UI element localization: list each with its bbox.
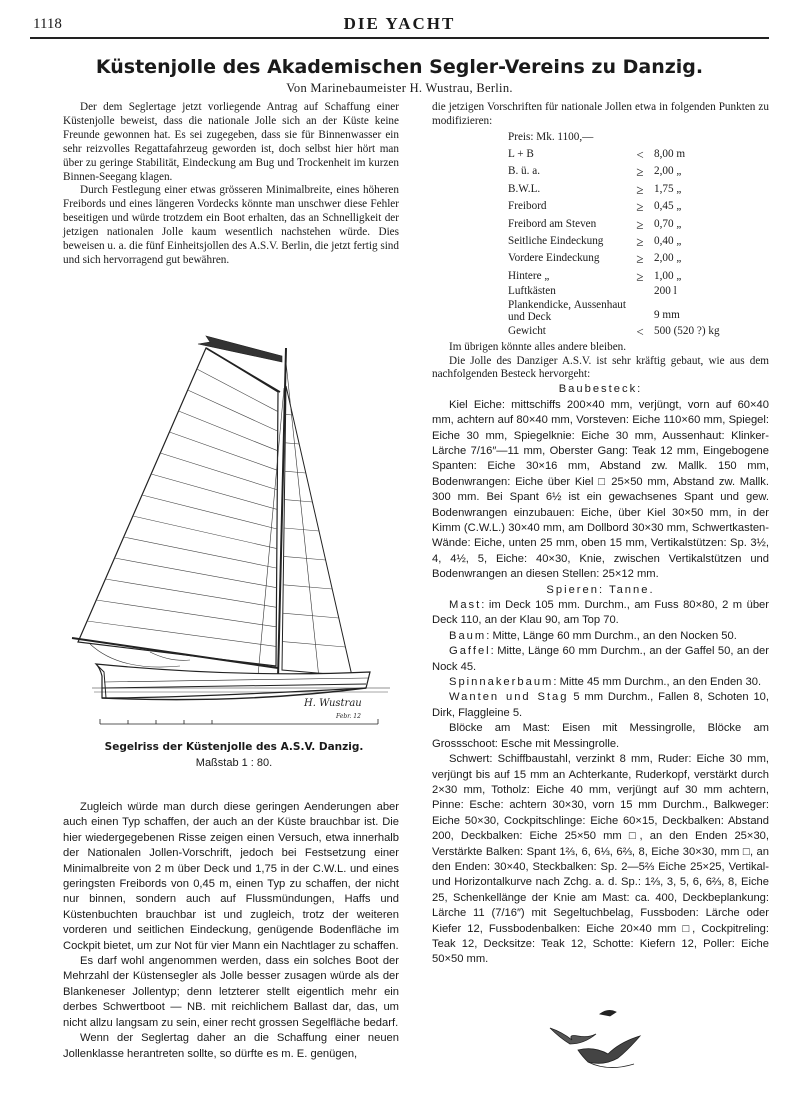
spieren-item: Wanten und Stag 5 mm Durchm., Fallen 8, Schoten 10, Dirk, Flaggleine 5. bbox=[432, 691, 769, 719]
bloecke-text: Blöcke am Mast: Eisen mit Messingrolle, Blöcke am Grossschoot: Esche mit Messingrolle. bbox=[432, 722, 769, 750]
paragraph: Wenn der Seglertag daher an die Schaffung einer neuen Jollenklasse herantreten sollte, so dürfte es m. E. genügen, bbox=[63, 1032, 399, 1060]
rule-row: Luftkästen 200 l bbox=[508, 285, 677, 298]
rule-row: Freibord am Steven ≥ 0,70 „ bbox=[508, 216, 682, 232]
jib-seams bbox=[282, 414, 345, 647]
figure-caption: Segelriss der Küstenjolle des A.S.V. Danzig. bbox=[104, 741, 364, 753]
baubesteck-text: Kiel Eiche: mittschiffs 200×40 mm, verjüngt, vorn auf 60×40 mm, achtern auf 80×40 mm, Vorsteven: Eiche 110×60 mm, Spiegel: Eiche 30 mm, Spiegelknie: Eiche 30 mm, Aussenhaut: Klinker-Lärche 7/16″—11 mm, Oberster Gang: Teak 12 mm, Eingebogene Spanten: Eiche 30×16 mm, Abstand zw. Mallk. 150 mm, Bodenwrangen: Eiche über Kiel □ 25×50 mm, Abstand zw. Mallk. 300 mm. Bei Spant 6½ ist ein gewachsenes Spant und gew. Bodenwrangen einzubauen: Eiche, über Kiel 30×50 mm, in der Kimm (C.W.L.) 30×40 mm, am Dollbord 30×30 mm, Schwertkasten-Wände: Eiche, unten 25 mm, oben 15 mm, Vertikalstützen: Sp. 3½, 4, 4½, 5, Eiche: 40×30, Knie, zwischen Vertikalstützen und Bodenwrangen an diesen Stellen: 25×12 mm. bbox=[432, 398, 769, 581]
rule-row: Hintere „ ≥ 1,00 „ bbox=[508, 268, 682, 284]
page-number: 1118 bbox=[33, 16, 62, 32]
schwert-text: Schwert: Schiffbaustahl, verzinkt 8 mm, Ruder: Eiche 30 mm, verjüngt bis auf 15 mm an Achterkante, Ruderkopf, verstärkt durch 2×30 mm, Totholz: Eiche 40 mm, verjüngt auf 30 mm achtern, Pinne: Esche: achtern 30×30, vorn 15 mm Durchm., Balkweger: Eiche 50×30, Cockpitschlinge: Eiche 60×15, Deckbalken: Abstand 200, Deckbalken: Eiche 25×50 mm □, an den Enden 25×30, Verstärkte Balken: Spant 1⅔, 6, 6⅓, 6⅔, 8, Eiche 30×30, mm □, an den Enden: 30×40, Steckbalken: Sp. 2—5⅔ Eiche 25×25, Vertikal- und Horizontalkurve nach Zchg. a. d. Sp.: 1⅔, 3, 5, 6, 6⅔, 8, Eiche 25, Schenkellänge der Knie am Mast: ca. 400, Deckbeplankung: Lärche 11 (7/16″) mit Segeltuchbelag, Fussboden: Lärche oder Kiefer 12, Fussbodenbalken: Eiche 20×40 mm □, Cockpitreling: Teak 12, Decksitze: Teak 12, Schotte: Kiefern 12, Poller: Eiche 50×50 mm. bbox=[432, 753, 769, 966]
sail-plan-figure bbox=[60, 326, 405, 742]
article-title: Küstenjolle des Akademischen Segler-Vereins zu Danzig. bbox=[95, 56, 704, 78]
page-header bbox=[0, 0, 799, 40]
paragraph: Der dem Seglertage jetzt vorliegende Antrag auf Schaffung einer Küstenjolle beweist, dass die nationale Jolle sich an der Küste keine Freunde gewonnen hat. Es sei zugegeben, dass sie für Binnenwasser ein sehr reizvolles Regattafahrzeug geworden ist, doch selbst hier hört man über zu geringe Stabilität, Eindeckung am Bug und Trockenheit im kurzen Binnen-Seegang klagen. bbox=[63, 101, 399, 183]
sail-plan-drawing bbox=[60, 326, 405, 742]
right-column bbox=[432, 101, 769, 968]
rule-row: Plankendicke, Aussenhaut und Deck 9 mm bbox=[508, 299, 680, 324]
section-heading-spieren: Spieren: Tanne. bbox=[546, 583, 655, 596]
seagulls-illustration bbox=[548, 1006, 648, 1074]
left-column-bottom bbox=[63, 800, 399, 1062]
rule-row: B.W.L. ≥ 1,75 „ bbox=[508, 181, 682, 197]
class-rules-table bbox=[508, 129, 720, 341]
designer-signature: H. Wustrau bbox=[304, 698, 362, 709]
rule-row: Vordere Eindeckung ≥ 2,00 „ bbox=[508, 251, 682, 267]
spieren-item: Baum: Mitte, Länge 60 mm Durchm., an den Nocken 50. bbox=[449, 629, 737, 642]
left-column-top bbox=[63, 101, 399, 268]
rule-row: Freibord ≥ 0,45 „ bbox=[508, 199, 682, 215]
rule-row: Gewicht < 500 (520 ?) kg bbox=[508, 323, 720, 339]
figure-scale: Maßstab 1 : 80. bbox=[195, 757, 273, 769]
header-rule bbox=[30, 37, 769, 39]
paragraph: Im übrigen könnte alles andere bleiben. bbox=[449, 340, 627, 353]
spieren-item: Spinnakerbaum: Mitte 45 mm Durchm., an den Enden 30. bbox=[449, 676, 762, 689]
paragraph: Es darf wohl angenommen werden, dass ein solches Boot der Mehrzahl der Küstensegler als Jolle besser zusagen würde als der Blankeneser Jollentyp; denn letzterer stellt eigentlich mehr ein derbes Schwertboot — NB. mit reichlichem Ballast dar, das, um nicht allzu langsam zu sein, einer recht grossen Segelfläche bedarf. bbox=[63, 955, 399, 1029]
magazine-title: DIE YACHT bbox=[343, 14, 456, 33]
spieren-item: Gaffel: Mitte, Länge 60 mm Durchm., an der Gaffel 50, an der Nock 45. bbox=[432, 645, 769, 673]
rules-intro: die jetzigen Vorschriften für nationale Jollen etwa in folgenden Punkten zu modifizieren: bbox=[432, 101, 769, 127]
paragraph: Durch Festlegung einer etwas grösseren Minimalbreite, eines höheren Freibords und eines längeren Vordecks könnte man unschwer diese Fehler beseitigen und würde trotzdem ein Boot erhalten, das an Schnelligkeit der jetzigen nationalen Jolle kaum wesentlich nachstehen würde. Dies beweisen u. a. die fünf Einheitsjollen des A.S.V. Berlin, die jetzt fertig sind und sich hervorragend gut bewähren. bbox=[63, 184, 399, 266]
signature-date: Febr. 12 bbox=[336, 713, 361, 720]
section-heading-baubesteck: Baubesteck: bbox=[558, 383, 643, 396]
spieren-item: Mast: im Deck 105 mm. Durchm., am Fuss 80×80, 2 m über Deck 110, an der Klau 90, am Top 70. bbox=[432, 599, 769, 627]
rule-row: L + B < 8,00 m bbox=[508, 146, 686, 162]
paragraph: Die Jolle des Danziger A.S.V. ist sehr kräftig gebaut, wie aus dem nachfolgenden Besteck hervorgeht: bbox=[432, 354, 769, 381]
article-byline: Von Marinebaumeister H. Wustrau, Berlin. bbox=[286, 81, 513, 95]
mainsail-seams bbox=[87, 369, 278, 646]
rule-row: Seitliche Eindeckung ≥ 0,40 „ bbox=[508, 233, 682, 249]
rule-row: B. ü. a. ≥ 2,00 „ bbox=[508, 164, 682, 180]
rule-row: Preis: Mk. 1100,— bbox=[508, 130, 594, 143]
paragraph: Zugleich würde man durch diese geringen Aenderungen aber auch einen Typ schaffen, der auch an der Küste brauchbar ist. Die hier wiedergegebenen Risse zeigen einen Versuch, etwa innerhalb der Nationalen Jollen-Vorschrift, jedoch bei Festsetzung einer Minimalbreite von 2 m über Deck und 1,75 in der C.W.L. und eines geringsten Freibords von 0,45 m, einen Typ zu schaffen, der nicht nur binnen, sondern auch auf Flussmündungen, Haffs und Küstenbuchten brauchbar ist und zugleich, trotz der weiteren vorderen und seitlichen Eindeckung, genügende Bodenfläche im Cockpit bietet, um zur Not für vier Mann ein Nachtlager zu schaffen. bbox=[63, 801, 399, 952]
